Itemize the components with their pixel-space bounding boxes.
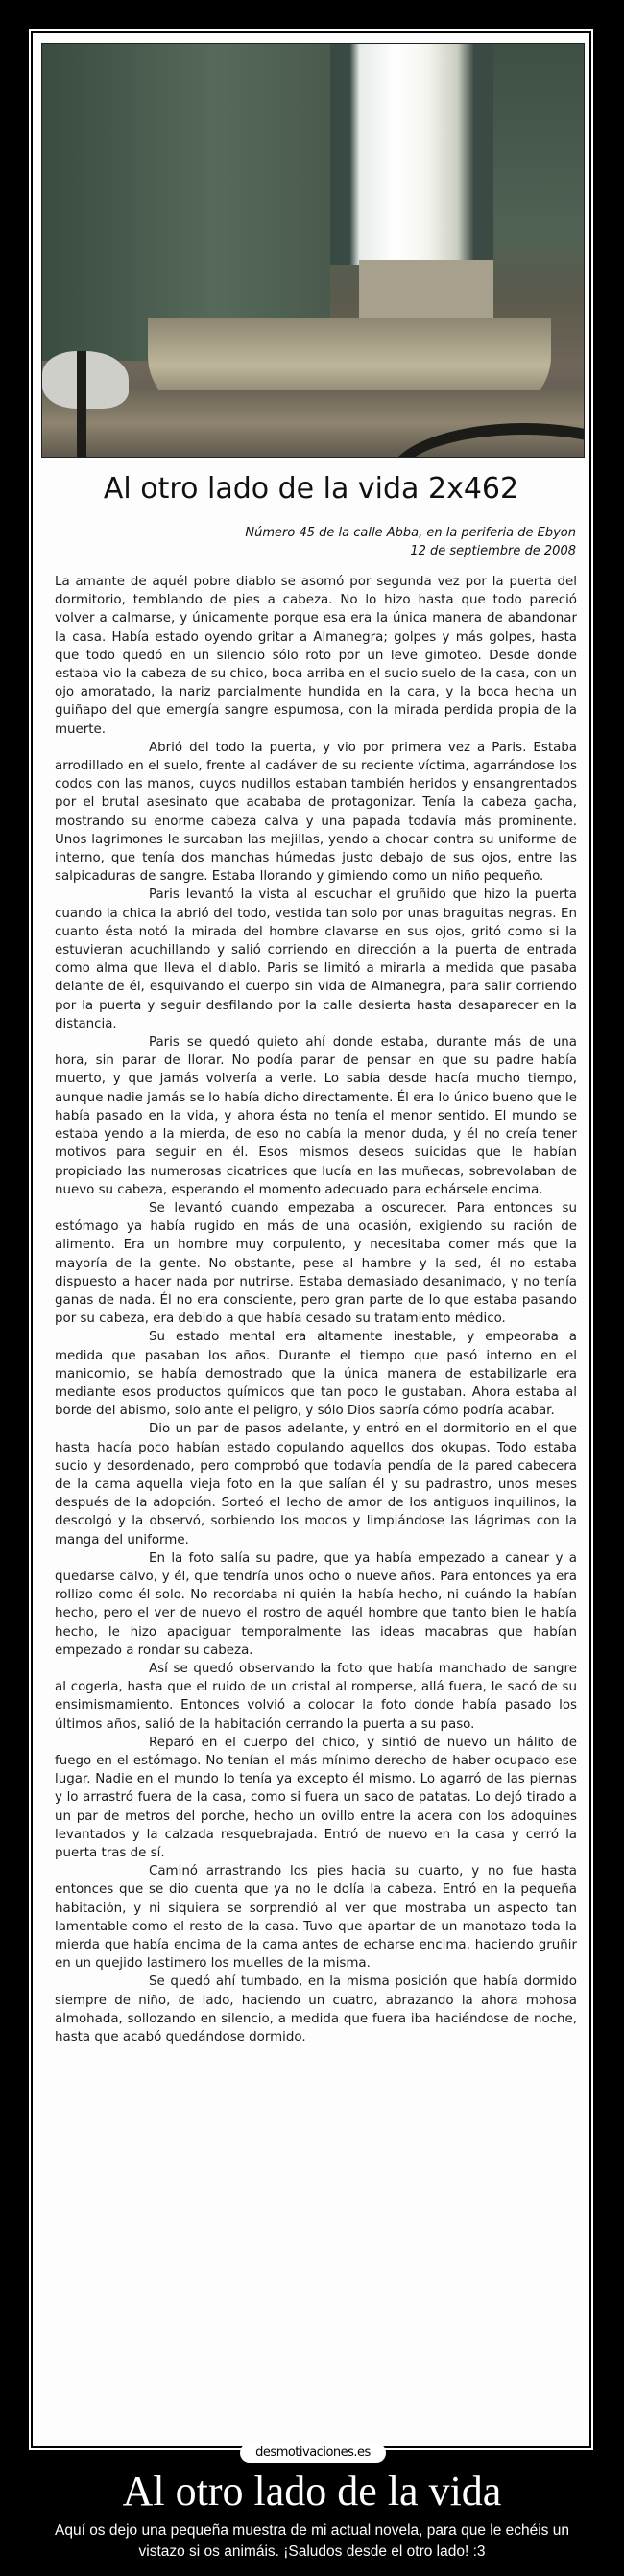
- paragraph: Caminó arrastrando los pies hacia su cuarto, y no fue hasta entonces que se dio cuenta que ya no le dolía la cabeza. Entró en la pequeña habitación, y ni siquiera se sorprendió al ver que mostraba un aspecto tan lamentable como el resto de la casa. Tuvo que apartar de un manotazo toda la mierda que había encima de la cama antes de echarse encima, haciendo gruñir en un quejido lastimero los muelles de la misma.: [55, 1864, 577, 1972]
- date-line: 12 de septiembre de 2008: [410, 544, 576, 558]
- paragraph: Paris levantó la vista al escuchar el gruñido que hizo la puerta cuando la chica la abrió del todo, vestida tan solo por unas braguitas negras. En cuanto ésta notó la mirada del hombre clavarse en sus ojos, gritó como si la estuvieran acuchillando y salió corriendo en dirección a la puerta de entrada como alma que lleva el diablo. Paris se limitó a mirarla a medida que pasaba delante de él, esquivando el cuerpo sin vida de Almanegra, para salir corriendo por la puerta y seguir desfilando por la calle desierta hasta desaparecer en la distancia.: [55, 887, 577, 1031]
- paragraph: Dio un par de pasos adelante, y entró en el dormitorio en el que hasta hacía poco habían estado copulando aquellos dos okupas. Todo estaba sucio y desordenado, pero comprobó que todavía pendía de la pared cabecera de la cama aquella vieja foto en la que salían él y su padrastro, unos meses después de la adopción. Sorteó el lecho de amor de los antiguos inquilinos, la descolgó y la observó, sorbiendo los mocos y limpiándose las lágrimas con la manga del uniforme.: [55, 1422, 577, 1548]
- paragraph: Reparó en el cuerpo del chico, y sintió de nuevo un hálito de fuego en el estómago. No tenían el más mínimo derecho de haber ocupado ese lugar. Nadie en el mundo lo tenía ya excepto él mismo. Lo agarró de las piernas y lo arrastró fuera de la casa, como si fuera un saco de patatas. Lo dejó tirado a un par de metros del porche, hecho un ovillo entre la acera con los adoquines levantados y la calzada resquebrajada. Entró de nuevo en la casa y cerró la puerta tras de sí.: [55, 1735, 577, 1861]
- paragraph: Se quedó ahí tumbado, en la misma posición que había dormido siempre de niño, de lado, haciendo un cuatro, abrazando la ahora mohosa almohada, sollozando en silencio, a medida que fuera iba haciéndose de noche, hasta que acabó quedándose dormido.: [55, 1974, 577, 2045]
- watermark-logo: desmotivaciones.es: [240, 2444, 386, 2463]
- location-line: Número 45 de la calle Abba, en la periferia de Ebyon: [245, 526, 576, 540]
- paragraph: Se levantó cuando empezaba a oscurecer. Para entonces su estómago ya había rugido en más de una ocasión, exigiendo su ración de alimento. Era un hombre muy corpulento, y necesitaba comer más que la mayoría de la gente. No obstante, pese al hambre y la sed, él no estaba dispuesto a hacer nada por nutrirse. Estaba demasiado desanimado, y no tenía ganas de nada. Él no era consciente, pero gran parte de lo que estaba pasando por su cabeza, era debido a que había cesado su tratamiento médico.: [55, 1200, 577, 1327]
- paragraph: Así se quedó observando la foto que había manchado de sangre al cogerla, hasta que el ruido de un cristal al romperse, allá fuera, le sacó de su ensimismamiento. Entonces volvió a colocar la foto donde había pasado los últimos años, salió de la habitación cerrando la puerta a su paso.: [55, 1661, 577, 1732]
- dateline: [245, 524, 576, 560]
- story-body: [55, 573, 577, 2046]
- paragraph: La amante de aquél pobre diablo se asomó por segunda vez por la puerta del dormitorio, temblando de pies a cabeza. No lo hizo hasta que todo pareció volver a calmarse, y únicamente porque esa era la única manera de abandonar la casa. Había estado oyendo gritar a Almanegra; golpes y más golpes, hasta que todo quedó en un silencio sólo roto por un leve gimoteo. Desde donde estaba vio la cabeza de su chico, boca arriba en el sucio suelo de la casa, con un ojo amoratado, la nariz parcialmente hundida en la cara, y la boca hecha un guiñapo del que emergía sangre espumosa, con la mirada perdida propia de la muerte.: [55, 575, 578, 737]
- document-title: Al otro lado de la vida 2x462: [103, 472, 519, 506]
- abandoned-bedroom-photo: [41, 43, 585, 458]
- caption-text: Aquí os dejo una pequeña muestra de mi actual novela, para que le echéis un vistazo si os animáis. ¡Saludos desde el otro lado! :3: [55, 2522, 569, 2560]
- paragraph: Abrió del todo la puerta, y vio por primera vez a Paris. Estaba arrodillado en el suelo, frente al cadáver de su reciente víctima, agarrándose los codos con las manos, cuyos nudillos estaban también heridos y ensangrentados por el brutal asesinato que acababa de protagonizar. Tenía la cabeza gacha, mostrando su enorme cabeza calva y una papada todavía más prominente. Unos lagrimones le surcaban las mejillas, yendo a chocar contra su uniforme de interno, que tenía dos manchas húmedas justo debajo de sus ojos, entre las salpicaduras de sangre. Estaba llorando y gimiendo como un niño pequeño.: [55, 740, 577, 885]
- paragraph: Su estado mental era altamente inestable, y empeoraba a medida que pasaban los años. Durante el tiempo que pasó interno en el manicomio, se había demostrado que la única manera de estabilizarle era mediante esos productos químicos que tan poco le gustaban. Ahora estaba al borde del abismo, solo ante el peligro, y sólo Dios sabría cómo podría acabar.: [55, 1330, 577, 1419]
- paragraph: En la foto salía su padre, que ya había empezado a canear y a quedarse calvo, y él, que tendría unos ocho o nueve años. Para entonces ya era rollizo como él solo. No recordaba ni quién la había hecho, ni cuándo la habían hecho, pero el ver de nuevo el rostro de aquél hombre que tanto bien le había hecho, le hizo apaciguar temporalmente las ideas macabras que habían empezado a rondar su cabeza.: [55, 1550, 577, 1658]
- caption-title: Al otro lado de la vida: [122, 2468, 502, 2515]
- paragraph: Paris se quedó quieto ahí donde estaba, durante más de una hora, sin parar de llorar. No podía parar de pensar en que su padre había muerto, y que jamás volvería a verle. Lo sabía desde hacía mucho tiempo, aunque nadie jamás se lo había dicho directamente. Él era lo único bueno que le había pasado en la vida, y ahora ésta no tenía el menor sentido. El mundo se estaba yendo a la mierda, de eso no cabía la menor duda, y él no creía tener motivos para seguir en él. Esos mismos deseos suicidas que le habían propiciado las numerosas cicatrices que lucía en las muñecas, sobrevolaban de nuevo su cabeza, esperando el momento adecuado para echársele encima.: [55, 1035, 577, 1197]
